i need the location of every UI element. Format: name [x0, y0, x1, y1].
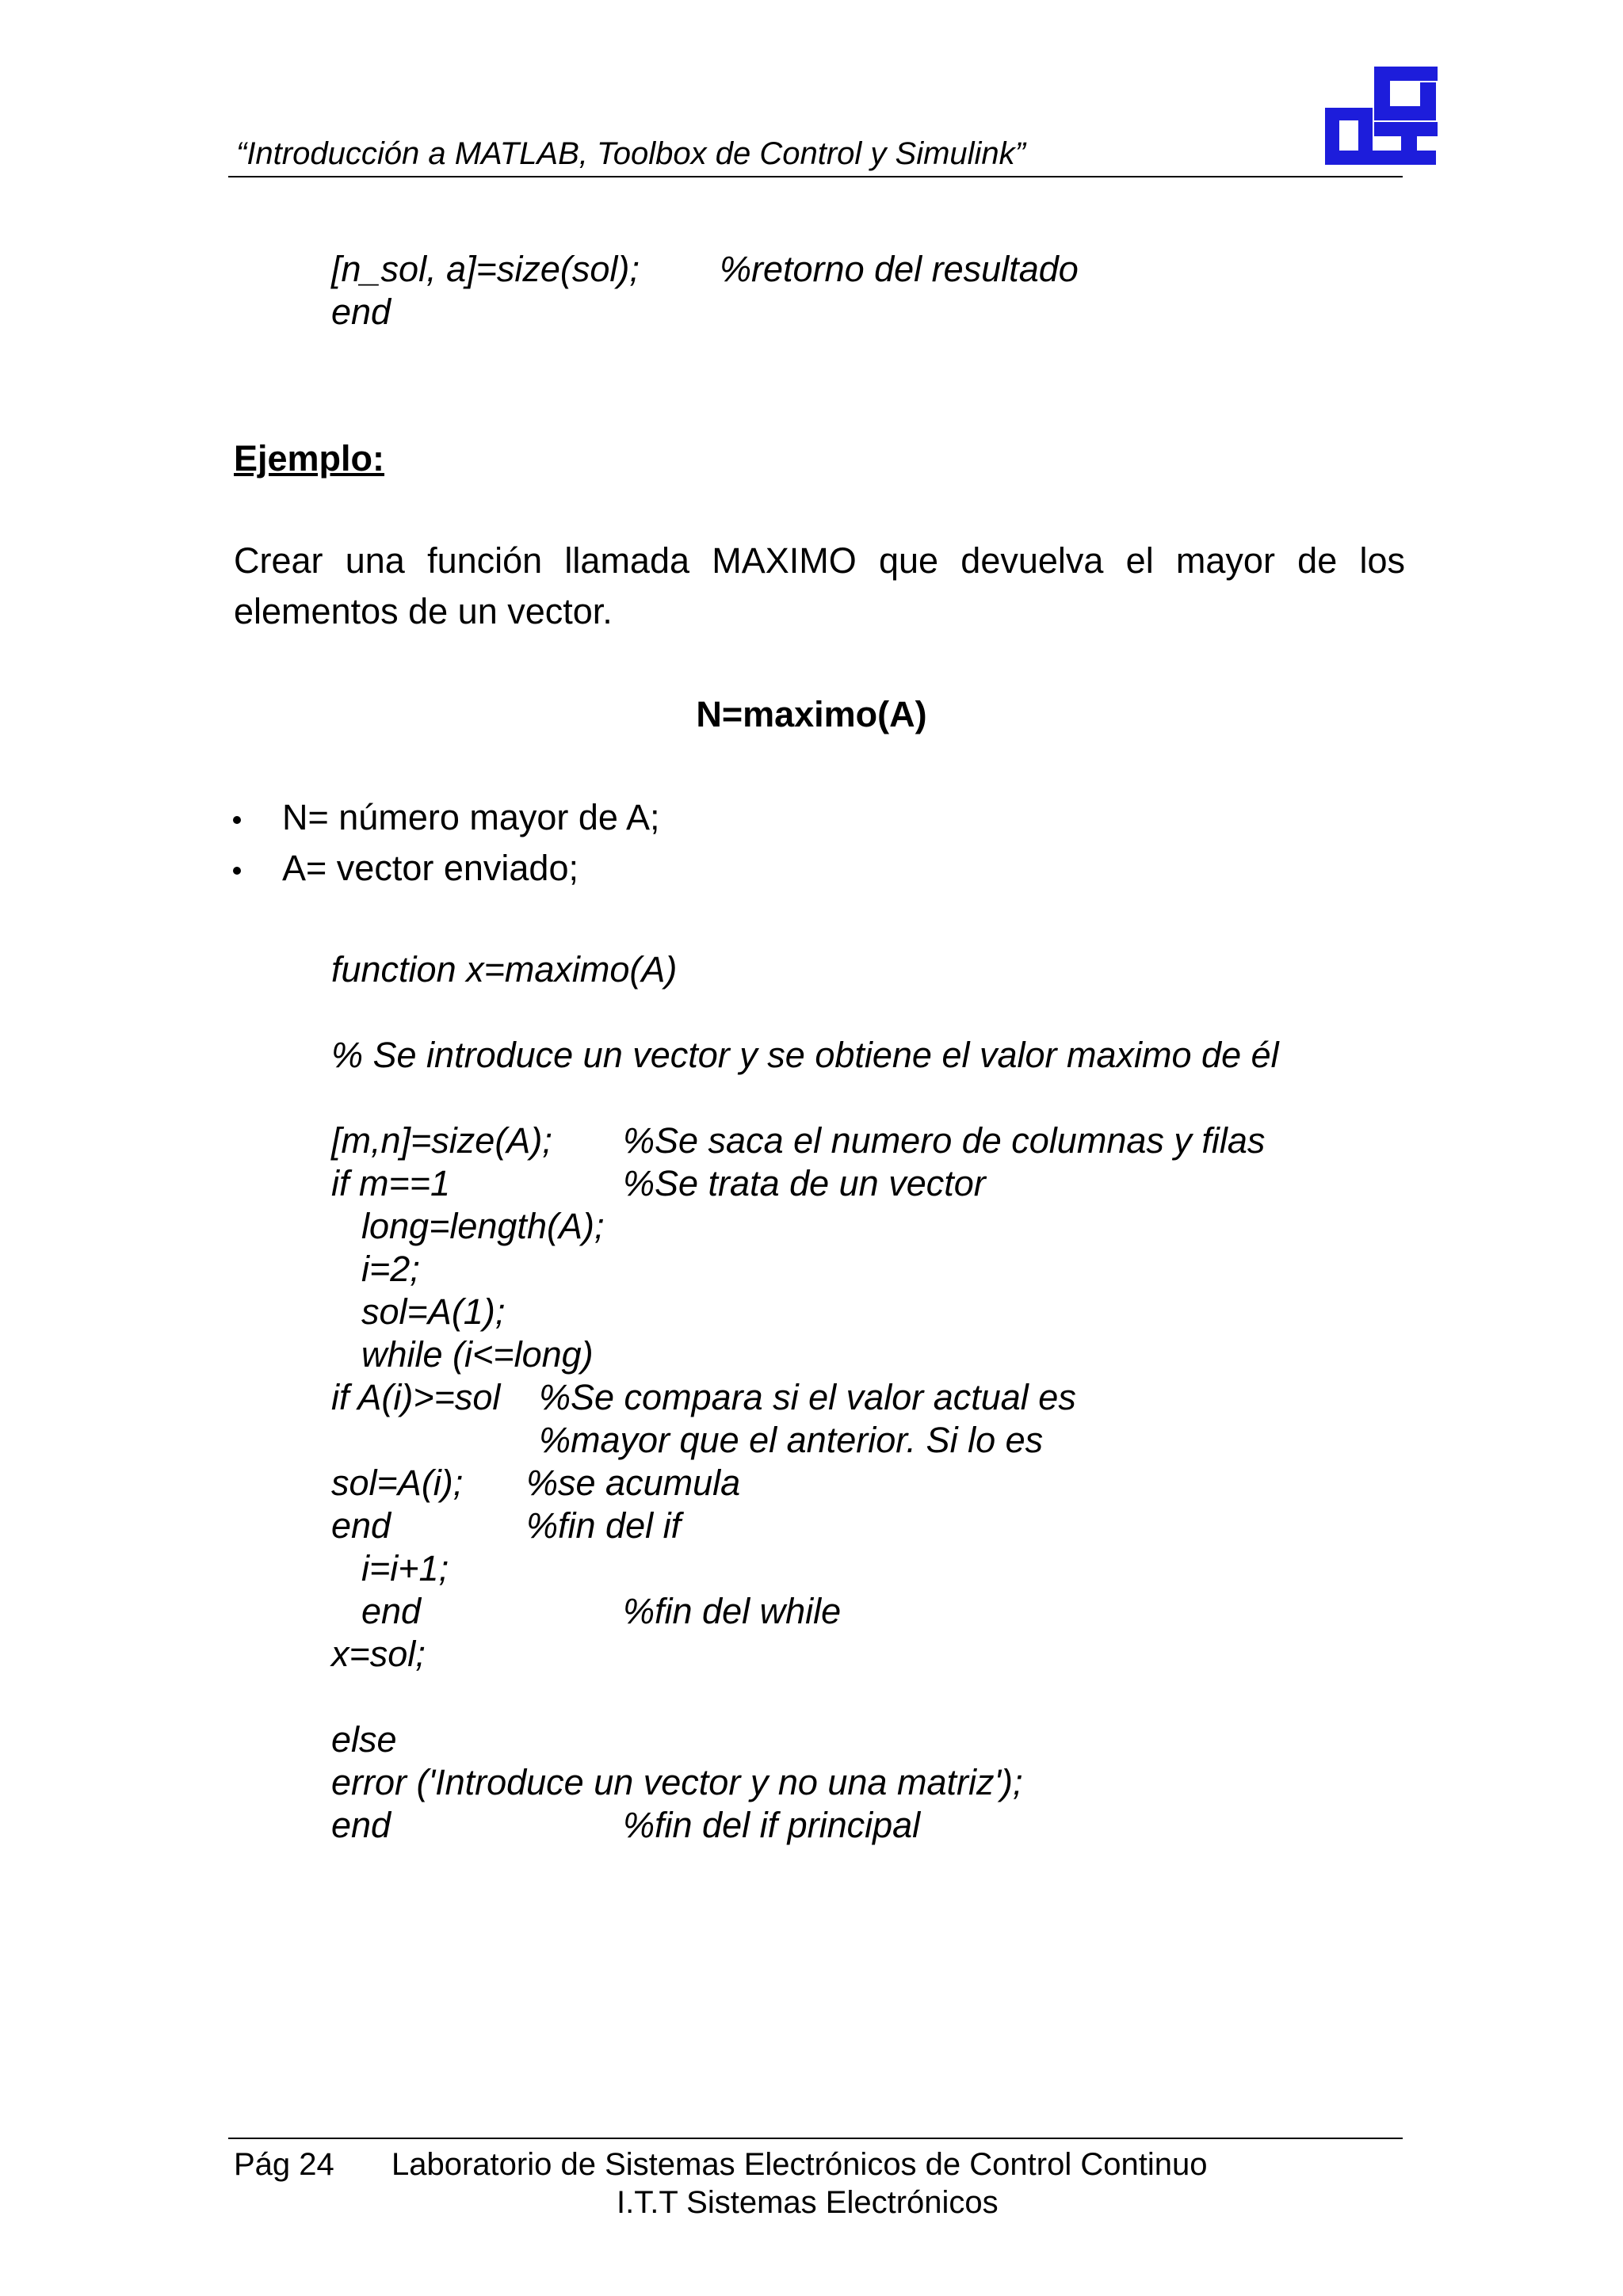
- code-comment: %fin del if principal: [623, 1805, 921, 1845]
- code-comment: %retorno del resultado: [720, 249, 1079, 289]
- code-comment: %fin del while: [623, 1591, 842, 1631]
- code-comment: %Se trata de un vector: [623, 1163, 986, 1203]
- example-description: Crear una función llamada MAXIMO que devuelva el mayor de los elementos de un vector.: [234, 540, 1405, 631]
- footer-degree-name: I.T.T Sistemas Electrónicos: [617, 2185, 999, 2220]
- list-item: [227, 792, 659, 843]
- code-line: if m==1: [331, 1163, 451, 1203]
- code-line: end: [331, 292, 391, 332]
- code-line: else: [331, 1719, 397, 1760]
- list-item-text: A= vector enviado;: [282, 848, 579, 888]
- code-comment: %fin del if: [526, 1505, 682, 1546]
- code-line: [m,n]=size(A);: [331, 1120, 552, 1161]
- code-line: end: [331, 1805, 391, 1845]
- code-comment: %mayor que el anterior. Si lo es: [539, 1420, 1044, 1460]
- code-line: i=i+1;: [361, 1548, 449, 1589]
- code-comment: %Se saca el numero de columnas y filas: [623, 1120, 1266, 1161]
- code-line: if A(i)>=sol: [331, 1377, 501, 1417]
- bullet-icon: [233, 816, 241, 824]
- page-number: Pág 24: [234, 2147, 334, 2182]
- code-line: end: [331, 1505, 391, 1546]
- section-heading: Ejemplo:: [234, 438, 385, 479]
- function-formula: N=maximo(A): [696, 694, 927, 734]
- code-line: sol=A(i);: [331, 1463, 464, 1503]
- footer-rule: [228, 2138, 1403, 2139]
- code-comment: %se acumula: [526, 1463, 741, 1503]
- header-title: “Introducción a MATLAB, Toolbox de Control y Simulink”: [236, 136, 1025, 171]
- code-line: end: [361, 1591, 422, 1631]
- code-comment: %Se compara si el valor actual es: [539, 1377, 1076, 1417]
- code-line: error ('Introduce un vector y no una matriz');: [331, 1762, 1023, 1802]
- header-rule: [228, 176, 1403, 177]
- list-item-text: N= número mayor de A;: [282, 797, 660, 837]
- bullet-icon: [233, 867, 241, 875]
- code-comment: % Se introduce un vector y se obtiene el valor maximo de él: [331, 1035, 1279, 1075]
- code-line: long=length(A);: [361, 1206, 605, 1246]
- code-line: while (i<=long): [361, 1334, 594, 1375]
- footer-lab-name: Laboratorio de Sistemas Electrónicos de Control Continuo: [391, 2147, 1208, 2182]
- code-line: function x=maximo(A): [331, 949, 678, 990]
- bullet-list: [227, 792, 659, 894]
- list-item: [227, 843, 659, 894]
- code-line: i=2;: [361, 1249, 420, 1289]
- department-logo: [1325, 67, 1442, 170]
- code-line: x=sol;: [331, 1634, 426, 1674]
- code-line: sol=A(1);: [361, 1291, 506, 1332]
- code-line: [n_sol, a]=size(sol);: [331, 249, 640, 289]
